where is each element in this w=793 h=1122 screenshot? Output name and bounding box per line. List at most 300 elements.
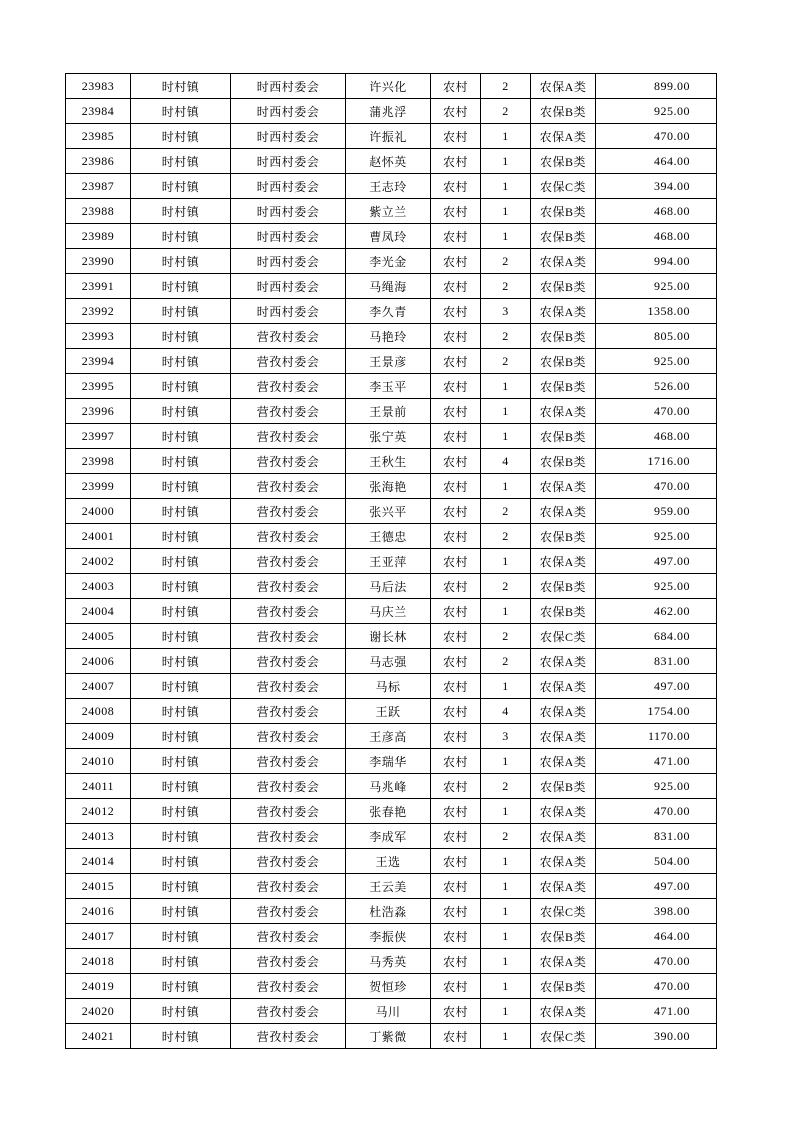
cell-count: 2: [481, 574, 531, 599]
cell-village: 营孜村委会: [231, 849, 346, 874]
cell-village: 营孜村委会: [231, 524, 346, 549]
cell-count: 3: [481, 299, 531, 324]
cell-name: 马标: [346, 674, 431, 699]
table-row: [66, 674, 717, 699]
cell-name: 曹凤玲: [346, 224, 431, 249]
cell-name: 赵怀英: [346, 149, 431, 174]
cell-village: 营孜村委会: [231, 474, 346, 499]
cell-id: 23985: [66, 124, 131, 149]
table-row: [66, 774, 717, 799]
cell-category: 农保A类: [531, 399, 596, 424]
cell-id: 23992: [66, 299, 131, 324]
cell-type: 农村: [431, 849, 481, 874]
table-row: [66, 849, 717, 874]
cell-amount: 925.00: [596, 524, 717, 549]
cell-town: 时村镇: [131, 349, 231, 374]
cell-id: 24008: [66, 699, 131, 724]
cell-town: 时村镇: [131, 274, 231, 299]
cell-town: 时村镇: [131, 149, 231, 174]
cell-village: 营孜村委会: [231, 874, 346, 899]
table-row: [66, 149, 717, 174]
cell-village: 营孜村委会: [231, 399, 346, 424]
cell-type: 农村: [431, 124, 481, 149]
table-row: [66, 649, 717, 674]
table-row: [66, 974, 717, 999]
pension-table: [65, 73, 717, 1049]
cell-amount: 831.00: [596, 649, 717, 674]
cell-type: 农村: [431, 399, 481, 424]
cell-count: 1: [481, 949, 531, 974]
cell-category: 农保A类: [531, 874, 596, 899]
cell-category: 农保A类: [531, 549, 596, 574]
cell-id: 24019: [66, 974, 131, 999]
cell-name: 李振侠: [346, 924, 431, 949]
cell-id: 23996: [66, 399, 131, 424]
cell-type: 农村: [431, 249, 481, 274]
cell-village: 时西村委会: [231, 74, 346, 99]
cell-type: 农村: [431, 624, 481, 649]
cell-amount: 470.00: [596, 474, 717, 499]
cell-type: 农村: [431, 599, 481, 624]
table-row: [66, 749, 717, 774]
cell-town: 时村镇: [131, 124, 231, 149]
cell-town: 时村镇: [131, 499, 231, 524]
cell-village: 营孜村委会: [231, 449, 346, 474]
cell-id: 24006: [66, 649, 131, 674]
cell-amount: 684.00: [596, 624, 717, 649]
cell-name: 马后法: [346, 574, 431, 599]
cell-name: 蒲兆浮: [346, 99, 431, 124]
cell-id: 23990: [66, 249, 131, 274]
cell-amount: 471.00: [596, 999, 717, 1024]
cell-village: 营孜村委会: [231, 574, 346, 599]
cell-amount: 497.00: [596, 549, 717, 574]
cell-type: 农村: [431, 374, 481, 399]
cell-count: 3: [481, 724, 531, 749]
table-row: [66, 799, 717, 824]
cell-count: 4: [481, 449, 531, 474]
cell-amount: 390.00: [596, 1024, 717, 1049]
cell-category: 农保A类: [531, 849, 596, 874]
cell-category: 农保C类: [531, 624, 596, 649]
cell-town: 时村镇: [131, 949, 231, 974]
cell-amount: 925.00: [596, 774, 717, 799]
cell-village: 时西村委会: [231, 174, 346, 199]
cell-village: 营孜村委会: [231, 324, 346, 349]
cell-town: 时村镇: [131, 174, 231, 199]
cell-name: 王云美: [346, 874, 431, 899]
cell-village: 营孜村委会: [231, 674, 346, 699]
cell-village: 营孜村委会: [231, 349, 346, 374]
cell-town: 时村镇: [131, 1024, 231, 1049]
cell-name: 李成军: [346, 824, 431, 849]
cell-amount: 497.00: [596, 674, 717, 699]
cell-count: 2: [481, 524, 531, 549]
cell-amount: 468.00: [596, 224, 717, 249]
cell-type: 农村: [431, 699, 481, 724]
cell-town: 时村镇: [131, 99, 231, 124]
table-row: [66, 224, 717, 249]
table-row: [66, 74, 717, 99]
cell-village: 营孜村委会: [231, 624, 346, 649]
cell-id: 24014: [66, 849, 131, 874]
cell-town: 时村镇: [131, 399, 231, 424]
cell-town: 时村镇: [131, 999, 231, 1024]
cell-amount: 468.00: [596, 199, 717, 224]
cell-type: 农村: [431, 524, 481, 549]
cell-town: 时村镇: [131, 749, 231, 774]
table-row: [66, 724, 717, 749]
cell-amount: 470.00: [596, 799, 717, 824]
cell-village: 营孜村委会: [231, 924, 346, 949]
cell-amount: 470.00: [596, 399, 717, 424]
cell-town: 时村镇: [131, 549, 231, 574]
cell-category: 农保B类: [531, 274, 596, 299]
cell-category: 农保A类: [531, 124, 596, 149]
table-row: [66, 524, 717, 549]
cell-category: 农保A类: [531, 999, 596, 1024]
cell-category: 农保B类: [531, 224, 596, 249]
table-row: [66, 1024, 717, 1049]
table-row: [66, 624, 717, 649]
cell-id: 24003: [66, 574, 131, 599]
cell-id: 24012: [66, 799, 131, 824]
cell-id: 24004: [66, 599, 131, 624]
cell-category: 农保A类: [531, 299, 596, 324]
cell-type: 农村: [431, 674, 481, 699]
cell-village: 营孜村委会: [231, 499, 346, 524]
cell-name: 王秋生: [346, 449, 431, 474]
cell-amount: 1358.00: [596, 299, 717, 324]
cell-id: 23989: [66, 224, 131, 249]
cell-type: 农村: [431, 324, 481, 349]
cell-type: 农村: [431, 174, 481, 199]
cell-village: 营孜村委会: [231, 1024, 346, 1049]
cell-name: 王跃: [346, 699, 431, 724]
cell-type: 农村: [431, 799, 481, 824]
cell-id: 23993: [66, 324, 131, 349]
cell-amount: 994.00: [596, 249, 717, 274]
cell-type: 农村: [431, 474, 481, 499]
cell-town: 时村镇: [131, 849, 231, 874]
cell-id: 24002: [66, 549, 131, 574]
cell-name: 李光金: [346, 249, 431, 274]
cell-category: 农保C类: [531, 1024, 596, 1049]
cell-village: 时西村委会: [231, 299, 346, 324]
cell-village: 营孜村委会: [231, 799, 346, 824]
cell-name: 王亚萍: [346, 549, 431, 574]
cell-category: 农保B类: [531, 599, 596, 624]
cell-village: 营孜村委会: [231, 649, 346, 674]
table-body: [66, 74, 717, 1049]
cell-type: 农村: [431, 974, 481, 999]
cell-name: 丁紫微: [346, 1024, 431, 1049]
cell-name: 张海艳: [346, 474, 431, 499]
table-row: [66, 574, 717, 599]
cell-count: 1: [481, 374, 531, 399]
table-row: [66, 124, 717, 149]
cell-town: 时村镇: [131, 199, 231, 224]
cell-count: 1: [481, 874, 531, 899]
cell-amount: 899.00: [596, 74, 717, 99]
cell-type: 农村: [431, 574, 481, 599]
cell-town: 时村镇: [131, 299, 231, 324]
table-row: [66, 699, 717, 724]
cell-type: 农村: [431, 549, 481, 574]
cell-amount: 1754.00: [596, 699, 717, 724]
cell-id: 24011: [66, 774, 131, 799]
cell-amount: 831.00: [596, 824, 717, 849]
cell-count: 2: [481, 249, 531, 274]
cell-type: 农村: [431, 449, 481, 474]
cell-name: 马志强: [346, 649, 431, 674]
cell-count: 1: [481, 899, 531, 924]
cell-count: 1: [481, 1024, 531, 1049]
cell-id: 23987: [66, 174, 131, 199]
cell-amount: 925.00: [596, 99, 717, 124]
cell-type: 农村: [431, 99, 481, 124]
cell-count: 1: [481, 849, 531, 874]
cell-amount: 468.00: [596, 424, 717, 449]
cell-id: 24005: [66, 624, 131, 649]
table-row: [66, 824, 717, 849]
cell-id: 24000: [66, 499, 131, 524]
cell-category: 农保B类: [531, 449, 596, 474]
cell-type: 农村: [431, 149, 481, 174]
cell-name: 王选: [346, 849, 431, 874]
table-row: [66, 499, 717, 524]
cell-id: 23995: [66, 374, 131, 399]
cell-name: 李久青: [346, 299, 431, 324]
cell-village: 时西村委会: [231, 249, 346, 274]
cell-count: 1: [481, 549, 531, 574]
cell-type: 农村: [431, 424, 481, 449]
cell-id: 24020: [66, 999, 131, 1024]
cell-count: 1: [481, 924, 531, 949]
cell-count: 2: [481, 499, 531, 524]
cell-town: 时村镇: [131, 649, 231, 674]
cell-amount: 1716.00: [596, 449, 717, 474]
cell-name: 张兴平: [346, 499, 431, 524]
cell-village: 营孜村委会: [231, 424, 346, 449]
cell-category: 农保B类: [531, 924, 596, 949]
table-row: [66, 474, 717, 499]
cell-id: 24007: [66, 674, 131, 699]
cell-amount: 470.00: [596, 949, 717, 974]
cell-amount: 526.00: [596, 374, 717, 399]
cell-town: 时村镇: [131, 824, 231, 849]
table-row: [66, 174, 717, 199]
table-row: [66, 874, 717, 899]
cell-name: 王景前: [346, 399, 431, 424]
cell-category: 农保B类: [531, 324, 596, 349]
cell-category: 农保A类: [531, 949, 596, 974]
cell-village: 营孜村委会: [231, 374, 346, 399]
cell-count: 2: [481, 649, 531, 674]
cell-count: 1: [481, 224, 531, 249]
cell-village: 营孜村委会: [231, 949, 346, 974]
cell-category: 农保C类: [531, 174, 596, 199]
cell-count: 1: [481, 749, 531, 774]
cell-id: 23991: [66, 274, 131, 299]
cell-town: 时村镇: [131, 374, 231, 399]
cell-count: 2: [481, 349, 531, 374]
cell-village: 营孜村委会: [231, 599, 346, 624]
cell-id: 24018: [66, 949, 131, 974]
table-row: [66, 599, 717, 624]
table-row: [66, 924, 717, 949]
cell-name: 王景彦: [346, 349, 431, 374]
cell-village: 营孜村委会: [231, 999, 346, 1024]
cell-town: 时村镇: [131, 474, 231, 499]
table-row: [66, 999, 717, 1024]
cell-name: 张春艳: [346, 799, 431, 824]
cell-name: 马艳玲: [346, 324, 431, 349]
cell-count: 1: [481, 399, 531, 424]
cell-count: 1: [481, 424, 531, 449]
cell-amount: 394.00: [596, 174, 717, 199]
cell-count: 2: [481, 274, 531, 299]
table-row: [66, 549, 717, 574]
cell-category: 农保A类: [531, 499, 596, 524]
cell-category: 农保B类: [531, 524, 596, 549]
cell-village: 营孜村委会: [231, 724, 346, 749]
cell-name: 谢长林: [346, 624, 431, 649]
cell-count: 2: [481, 774, 531, 799]
cell-count: 1: [481, 599, 531, 624]
cell-category: 农保A类: [531, 699, 596, 724]
cell-category: 农保B类: [531, 424, 596, 449]
cell-type: 农村: [431, 749, 481, 774]
cell-town: 时村镇: [131, 924, 231, 949]
table-row: [66, 299, 717, 324]
cell-type: 农村: [431, 724, 481, 749]
cell-town: 时村镇: [131, 899, 231, 924]
cell-amount: 471.00: [596, 749, 717, 774]
cell-category: 农保A类: [531, 474, 596, 499]
cell-id: 23997: [66, 424, 131, 449]
cell-category: 农保B类: [531, 99, 596, 124]
table-row: [66, 949, 717, 974]
cell-name: 王彦高: [346, 724, 431, 749]
cell-count: 2: [481, 624, 531, 649]
cell-village: 营孜村委会: [231, 549, 346, 574]
cell-id: 23999: [66, 474, 131, 499]
table-row: [66, 324, 717, 349]
cell-amount: 959.00: [596, 499, 717, 524]
cell-village: 营孜村委会: [231, 749, 346, 774]
cell-town: 时村镇: [131, 74, 231, 99]
cell-type: 农村: [431, 274, 481, 299]
cell-name: 张宁英: [346, 424, 431, 449]
cell-category: 农保B类: [531, 574, 596, 599]
cell-id: 23983: [66, 74, 131, 99]
cell-count: 1: [481, 199, 531, 224]
cell-name: 贺恒珍: [346, 974, 431, 999]
cell-count: 1: [481, 974, 531, 999]
cell-name: 李玉平: [346, 374, 431, 399]
cell-type: 农村: [431, 1024, 481, 1049]
cell-name: 紫立兰: [346, 199, 431, 224]
cell-count: 2: [481, 74, 531, 99]
cell-category: 农保A类: [531, 724, 596, 749]
cell-town: 时村镇: [131, 424, 231, 449]
table-row: [66, 399, 717, 424]
cell-town: 时村镇: [131, 624, 231, 649]
cell-amount: 470.00: [596, 124, 717, 149]
cell-type: 农村: [431, 299, 481, 324]
cell-name: 马川: [346, 999, 431, 1024]
cell-count: 4: [481, 699, 531, 724]
cell-type: 农村: [431, 874, 481, 899]
cell-town: 时村镇: [131, 974, 231, 999]
cell-name: 马秀英: [346, 949, 431, 974]
cell-id: 24016: [66, 899, 131, 924]
cell-type: 农村: [431, 824, 481, 849]
cell-count: 1: [481, 174, 531, 199]
cell-id: 24010: [66, 749, 131, 774]
cell-village: 营孜村委会: [231, 699, 346, 724]
cell-id: 24009: [66, 724, 131, 749]
cell-name: 马兆峰: [346, 774, 431, 799]
cell-village: 营孜村委会: [231, 774, 346, 799]
cell-id: 24017: [66, 924, 131, 949]
cell-category: 农保B类: [531, 349, 596, 374]
cell-type: 农村: [431, 899, 481, 924]
cell-type: 农村: [431, 999, 481, 1024]
cell-village: 时西村委会: [231, 199, 346, 224]
cell-town: 时村镇: [131, 774, 231, 799]
cell-type: 农村: [431, 649, 481, 674]
cell-category: 农保A类: [531, 674, 596, 699]
cell-name: 许兴化: [346, 74, 431, 99]
cell-town: 时村镇: [131, 524, 231, 549]
cell-town: 时村镇: [131, 674, 231, 699]
cell-amount: 1170.00: [596, 724, 717, 749]
cell-id: 23986: [66, 149, 131, 174]
cell-amount: 497.00: [596, 874, 717, 899]
cell-town: 时村镇: [131, 599, 231, 624]
cell-amount: 925.00: [596, 574, 717, 599]
cell-village: 时西村委会: [231, 124, 346, 149]
cell-id: 23994: [66, 349, 131, 374]
cell-village: 营孜村委会: [231, 824, 346, 849]
table-row: [66, 899, 717, 924]
cell-village: 时西村委会: [231, 99, 346, 124]
cell-category: 农保B类: [531, 199, 596, 224]
cell-amount: 398.00: [596, 899, 717, 924]
cell-amount: 464.00: [596, 924, 717, 949]
cell-town: 时村镇: [131, 799, 231, 824]
cell-name: 李瑞华: [346, 749, 431, 774]
table-row: [66, 199, 717, 224]
cell-count: 2: [481, 824, 531, 849]
cell-type: 农村: [431, 499, 481, 524]
cell-category: 农保A类: [531, 799, 596, 824]
cell-amount: 504.00: [596, 849, 717, 874]
cell-category: 农保B类: [531, 774, 596, 799]
table-row: [66, 99, 717, 124]
cell-category: 农保B类: [531, 374, 596, 399]
cell-id: 23988: [66, 199, 131, 224]
cell-count: 1: [481, 124, 531, 149]
cell-town: 时村镇: [131, 324, 231, 349]
cell-type: 农村: [431, 224, 481, 249]
cell-id: 23984: [66, 99, 131, 124]
cell-town: 时村镇: [131, 449, 231, 474]
cell-village: 时西村委会: [231, 274, 346, 299]
cell-category: 农保A类: [531, 649, 596, 674]
